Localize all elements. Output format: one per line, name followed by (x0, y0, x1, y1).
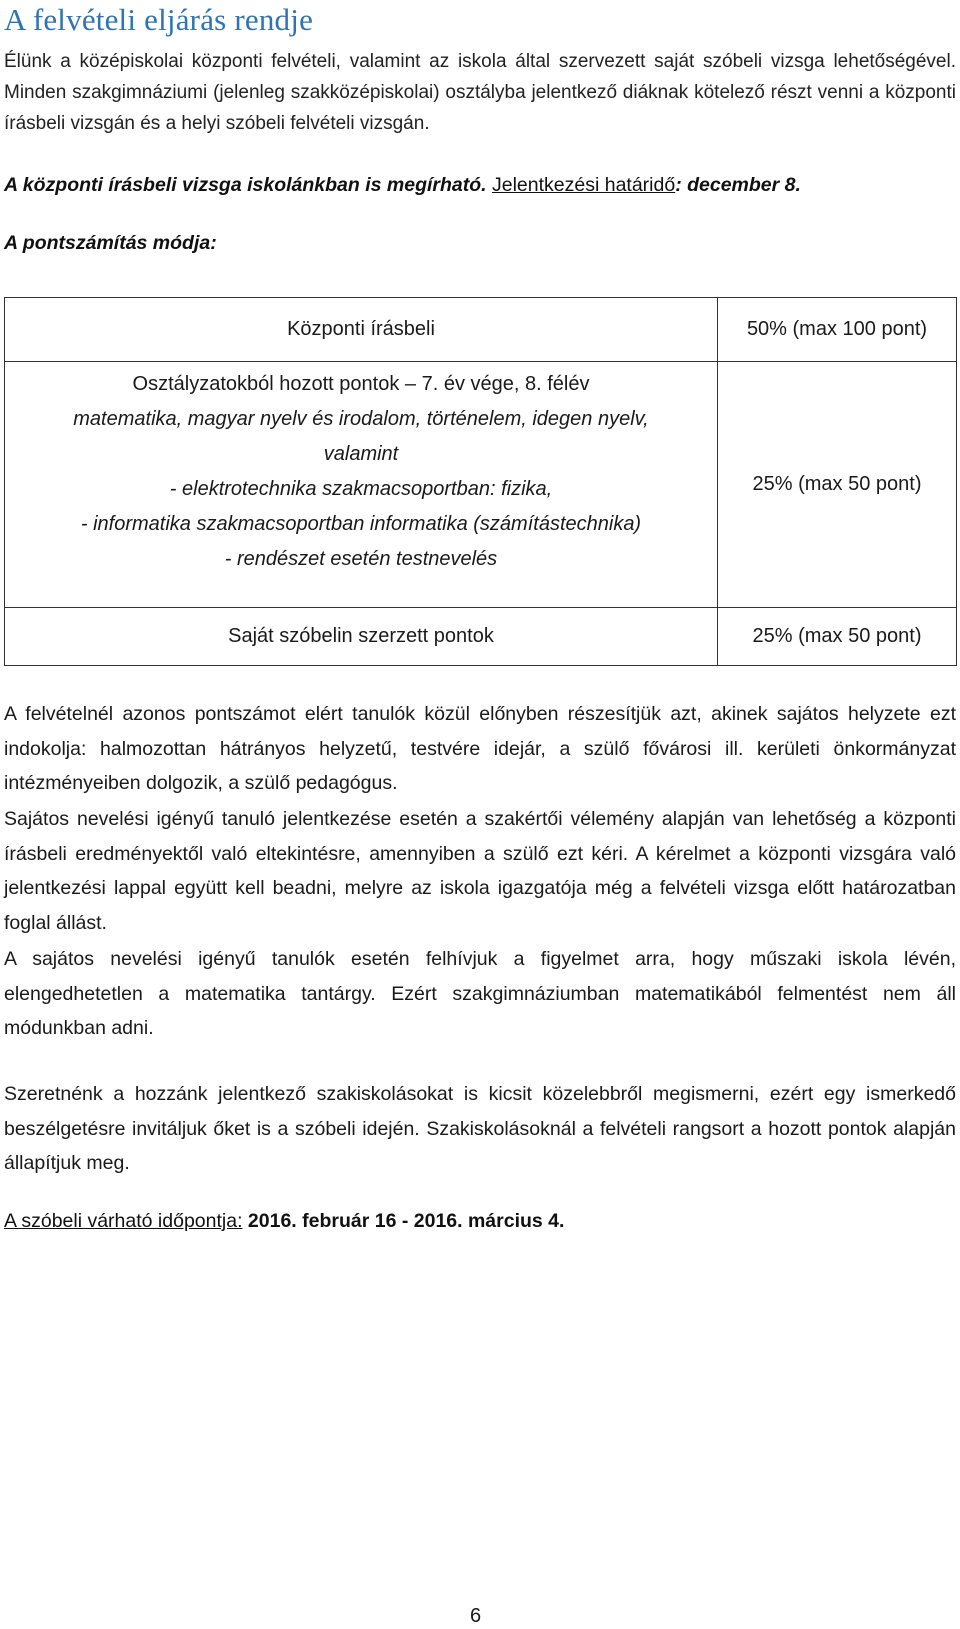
intro-paragraph: Élünk a középiskolai központi felvételi, valamint az iskola által szervezett saját szóbeli vizsga lehetőségével. Minden szakgimnáziumi (jelenleg szakközépiskolai) osztályba jelentkező diáknak kötelező részt venni a központi írásbeli vizsgán és a helyi szóbeli felvételi vizsgán. (4, 51, 956, 134)
table-cell-label (5, 362, 718, 608)
vocational-paragraph: Szeretnénk a hozzánk jelentkező szakiskolásokat is kicsit közelebbről megismerni, ezért egy ismerkedő beszélgetésre invitáljuk őket is a szóbeli idején. Szakiskolásoknál a felvételi rangsort a hozott pontok alapján állapítjuk meg. (4, 1083, 956, 1174)
oral-label: A szóbeli várható időpontja: (4, 1210, 243, 1232)
table-cell-label: Központi írásbeli (5, 298, 718, 362)
grades-heading: Osztályzatokból hozott pontok – 7. év vége, 8. félév (132, 372, 590, 395)
grades-subjects-line: - informatika szakmacsoportban informatika (számítástechnika) (80, 512, 642, 535)
grades-subjects-line: - elektrotechnika szakmacsoportban: fizika, (169, 477, 553, 500)
grades-description (11, 367, 711, 577)
page-title: A felvételi eljárás rendje (4, 2, 314, 37)
grades-subjects-line: matematika, magyar nyelv és irodalom, történelem, idegen nyelv, (73, 407, 649, 430)
oral-dates: 2016. február 16 - 2016. március 4. (247, 1210, 565, 1232)
table-cell-value: 25% (max 50 pont) (718, 608, 957, 666)
grades-subjects-line: valamint (323, 442, 399, 465)
table-row (5, 608, 957, 666)
table-cell-label: Saját szóbelin szerzett pontok (5, 608, 718, 666)
special-needs-paragraph: Sajátos nevelési igényű tanuló jelentkezése esetén a szakértői vélemény alapján van lehetőség a központi írásbeli eredményektől való eltekintésre, amennyiben a szülő ezt kéri. A kérelmet a központi vizsgára való jelentkezési lappal együtt kell beadni, melyre az iskola igazgatója még a felvételi vizsga előtt határozatban foglal állást. (4, 808, 956, 934)
grades-subjects-line: - rendészet esetén testnevelés (224, 547, 498, 570)
table-row (5, 298, 957, 362)
table-row (5, 362, 957, 608)
preference-paragraph: A felvételnél azonos pontszámot elért tanulók közül előnyben részesítjük azt, akinek sajátos helyzete ezt indokolja: halmozottan hátrányos helyzetű, testvére idejár, a szülő fővárosi ill. kerületi önkormányzat intézményeiben dolgozik, a szülő pedagógus. (4, 703, 956, 794)
table-cell-value: 25% (max 50 pont) (718, 362, 957, 608)
page-number: 6 (470, 1605, 482, 1627)
table-cell-value: 50% (max 100 pont) (718, 298, 957, 362)
exam-statement: A központi írásbeli vizsga iskolánkban is megírható. (4, 174, 487, 196)
scoring-heading: A pontszámítás módja: (4, 232, 217, 254)
scoring-table (4, 297, 957, 666)
deadline-value: : december 8. (675, 174, 801, 196)
oral-exam-dates (4, 1210, 564, 1233)
deadline-label: Jelentkezési határidő (492, 174, 676, 196)
exam-note (4, 174, 801, 197)
math-exemption-paragraph: A sajátos nevelési igényű tanulók esetén felhívjuk a figyelmet arra, hogy műszaki iskola lévén, elengedhetetlen a matematika tantárgy. Ezért szakgimnáziumban matematikából felmentést nem áll módunkban adni. (4, 948, 956, 1039)
